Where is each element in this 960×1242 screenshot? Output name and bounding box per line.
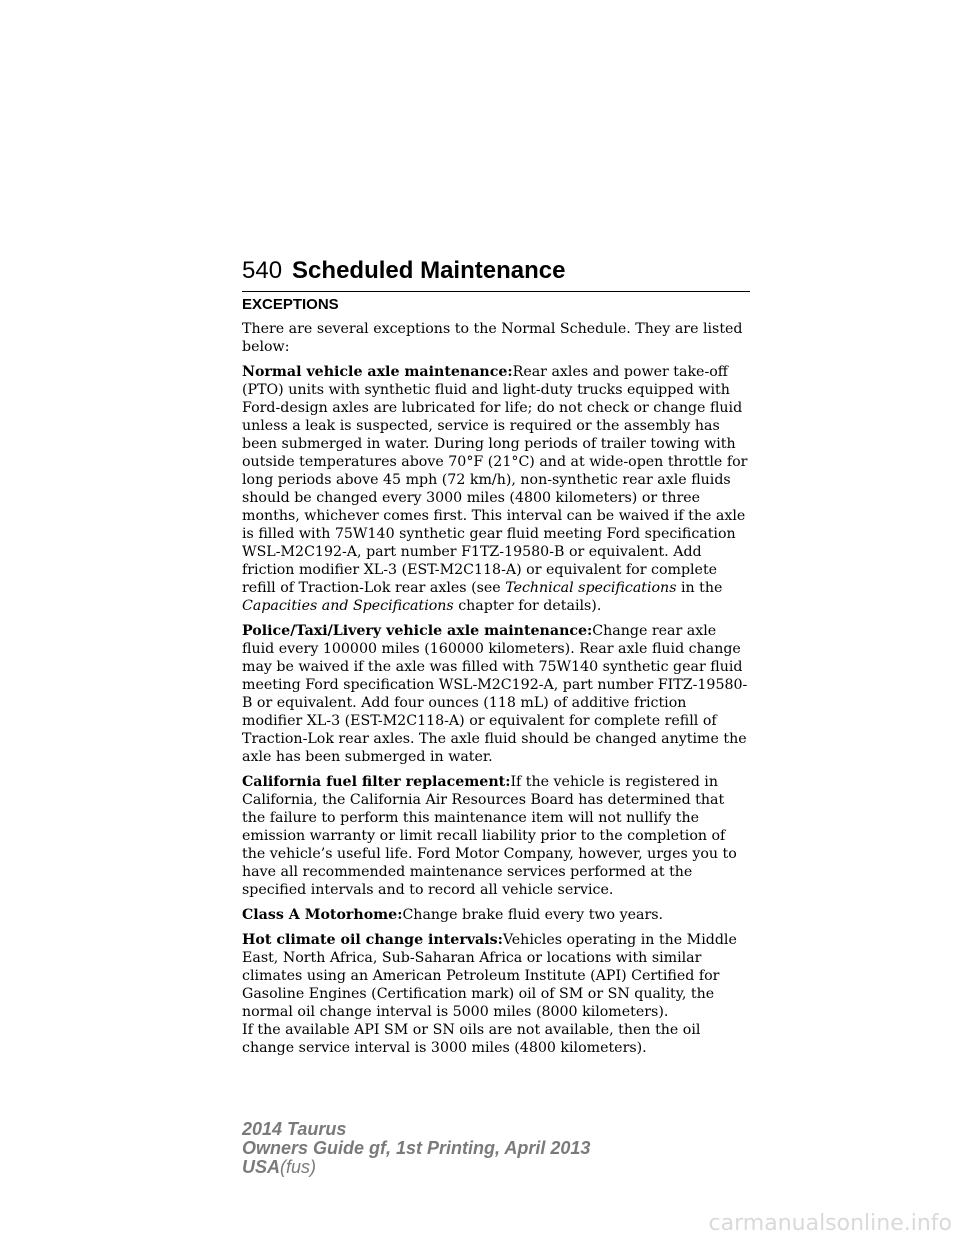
exception-label: California fuel filter replacement: <box>242 774 511 790</box>
footer-market-suffix: (fus) <box>280 1157 317 1177</box>
exception-text: Change rear axle fluid every 100000 miles (160000 kilometers). Rear axle fluid change may be waived if the axle was filled with 75W140 synthetic gear fluid meeting Ford specification WSL-M2C192-A, part number FITZ-19580-B or equivalent. Add four ounces (118 mL) of additive friction modifier XL-3 (EST-M2C118-A) or equivalent for complete refill of Traction-Lok rear axles. The axle fluid should be changed anytime the axle has been submerged in water. <box>242 623 748 765</box>
page-header <box>242 257 750 292</box>
cross-reference: Capacities and Specifications <box>242 598 454 614</box>
exception-text: in the <box>676 580 723 596</box>
exception-label: Class A Motorhome: <box>242 907 403 923</box>
exception-text: Vehicles operating in the Middle East, North Africa, Sub-Saharan Africa or locations with similar climates using an American Petroleum Institute (API) Certified for Gasoline Engines (Certification mark) oil of SM or SN quality, the normal oil change interval is 5000 miles (8000 kilometers). <box>242 932 737 1020</box>
page-number: 540 <box>242 257 283 284</box>
exception-text: If the vehicle is registered in California, the California Air Resources Board has determined that the failure to perform this maintenance item will not nullify the emission warranty or limit recall liability prior to the completion of the vehicle’s useful life. Ford Motor Company, however, urges you to have all recommended maintenance services performed at the specified intervals and to record all vehicle service. <box>242 774 737 898</box>
page-content <box>242 296 750 1064</box>
footer-edition: Owners Guide gf, 1st Printing, April 2013 <box>242 1138 591 1158</box>
exception-label: Police/Taxi/Livery vehicle axle maintenance: <box>242 623 593 639</box>
footer-model: 2014 Taurus <box>242 1119 347 1139</box>
page-footer <box>242 1120 590 1177</box>
exception-text: Rear axles and power take-off (PTO) units with synthetic fluid and light-duty trucks equipped with Ford-design axles are lubricated for life; do not check or change fluid unless a leak is suspected, service is required or the assembly has been submerged in water. During long periods of trailer towing with outside temperatures above 70°F (21°C) and at wide-open throttle for long periods above 45 mph (72 km/h), non-synthetic rear axle fluids should be changed every 3000 miles (4800 kilometers) or three months, whichever comes first. This interval can be waived if the axle is filled with 75W140 synthetic gear fluid meeting Ford specification WSL-M2C192-A, part number F1TZ-19580-B or equivalent. Add friction modifier XL-3 (EST-M2C118-A) or equivalent for complete refill of Traction-Lok rear axles (see <box>242 364 748 596</box>
footer-market <box>242 1158 590 1177</box>
section-heading: EXCEPTIONS <box>242 296 339 313</box>
exception-normal-axle <box>242 363 750 615</box>
exception-text: chapter for details). <box>453 598 602 614</box>
exception-hot-climate-followup: If the available API SM or SN oils are not available, then the oil change service interval is 3000 miles (4800 kilometers). <box>242 1022 701 1056</box>
chapter-title: Scheduled Maintenance <box>292 257 566 284</box>
watermark: carmanualsonline.info <box>708 1211 952 1236</box>
exception-text: Change brake fluid every two years. <box>402 907 664 923</box>
exception-label: Hot climate oil change intervals: <box>242 932 503 948</box>
section-intro: There are several exceptions to the Normal Schedule. They are listed below: <box>242 321 743 355</box>
exception-police-axle <box>242 622 750 766</box>
cross-reference: Technical specifications <box>505 580 677 596</box>
exception-label: Normal vehicle axle maintenance: <box>242 364 513 380</box>
exception-class-a-motorhome <box>242 906 750 924</box>
exception-california-fuel-filter <box>242 773 750 899</box>
footer-market-code: USA <box>242 1157 281 1177</box>
exception-hot-climate-oil <box>242 931 750 1021</box>
